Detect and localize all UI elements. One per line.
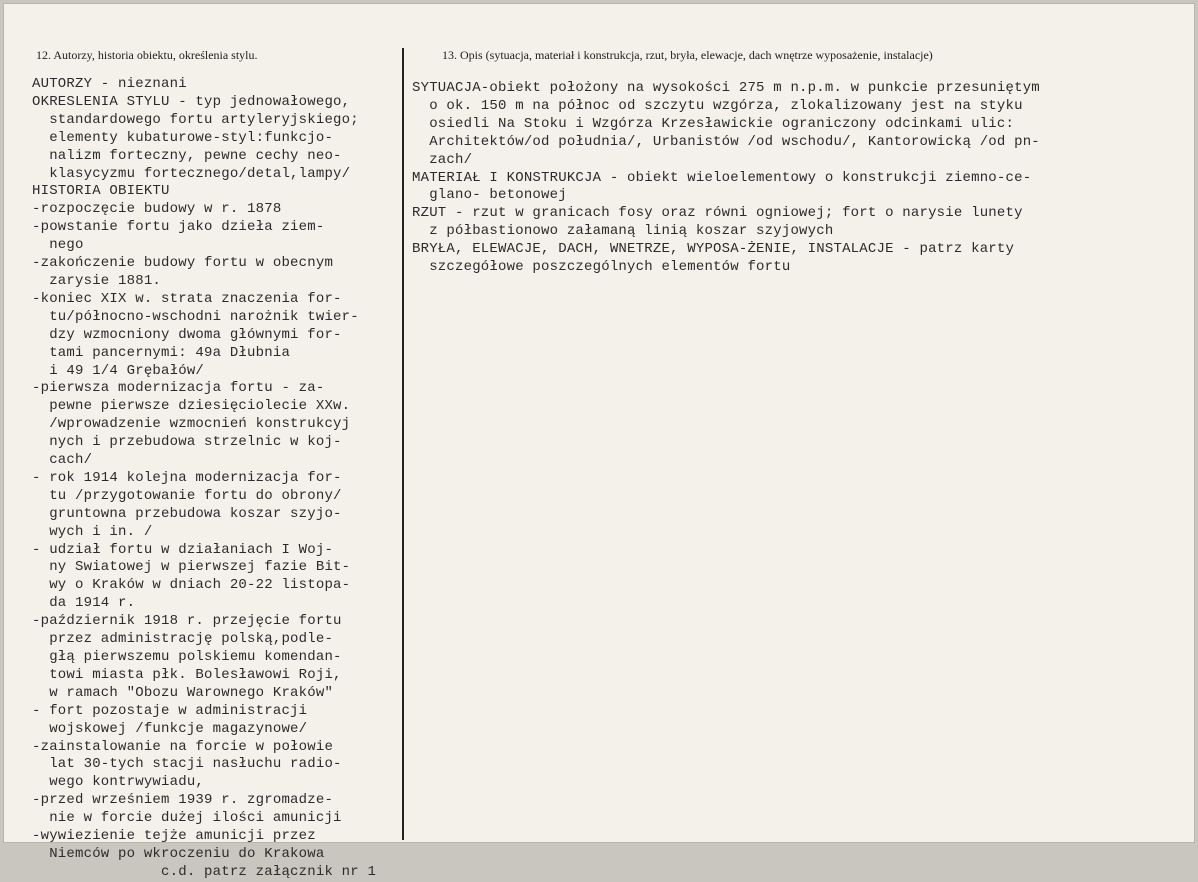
description-text: [412, 80, 1182, 277]
typed-line: Architektów/od południa/, Urbanistów /od wschodu/, Kantorowicką /od pn-: [412, 133, 1040, 150]
typed-line: nego: [32, 237, 84, 254]
typed-line: -wywiezienie tejże amunicji przez: [32, 828, 316, 845]
authors-history-text: [32, 76, 402, 882]
typed-line: i 49 1/4 Grębałów/: [32, 362, 205, 379]
typed-line: gruntowna przebudowa koszar szyjo-: [32, 505, 342, 522]
typed-line: MATERIAŁ I KONSTRUKCJA - obiekt wieloelementowy o konstrukcji ziemno-ce-: [412, 169, 1032, 186]
typed-line: elementy kubaturowe-styl:funkcjo-: [32, 129, 334, 146]
typed-line: nalizm forteczny, pewne cechy neo-: [32, 147, 342, 164]
typed-line: Niemców po wkroczeniu do Krakowa: [32, 845, 325, 862]
typed-line: wojskowej /funkcje magazynowe/: [32, 720, 308, 737]
typed-line: - rok 1914 kolejna modernizacja for-: [32, 469, 342, 486]
typed-line: w ramach "Obozu Warownego Kraków": [32, 684, 334, 701]
typed-line: towi miasta płk. Bolesławowi Roji,: [32, 666, 342, 683]
typed-line: SYTUACJA-obiekt położony na wysokości 275 m n.p.m. w punkcie przesuniętym: [412, 80, 1040, 96]
typed-line: klasycyzmu fortecznego/detal,lampy/: [32, 165, 351, 182]
typed-line: /wprowadzenie wzmocnień konstrukcyj: [32, 416, 351, 433]
typed-line: ny Swiatowej w pierwszej fazie Bit-: [32, 559, 351, 576]
typed-line: lat 30-tych stacji nasłuchu radio-: [32, 756, 342, 773]
typed-line: dzy wzmocniony dwoma głównymi for-: [32, 326, 342, 343]
typed-line: pewne pierwsze dziesięciolecie XXw.: [32, 398, 351, 415]
typed-line: cach/: [32, 452, 93, 469]
typed-line: nie w forcie dużej ilości amunicji: [32, 810, 342, 827]
typed-line: RZUT - rzut w granicach fosy oraz równi ogniowej; fort o narysie lunety: [412, 205, 1023, 222]
typed-line: HISTORIA OBIEKTU: [32, 183, 170, 200]
typed-line: -zainstalowanie na forcie w połowie: [32, 738, 334, 755]
typed-line: osiedli Na Stoku i Wzgórza Krzesławickie ograniczony odcinkami ulic:: [412, 115, 1015, 132]
typed-line: tu/północno-wschodni narożnik twier-: [32, 308, 359, 325]
typed-line: wy o Kraków w dniach 20-22 listopa-: [32, 577, 351, 594]
section-13-header: 13. Opis (sytuacja, materiał i konstrukcja, rzut, bryła, elewacje, dach wnętrze wyposażenie, instalacje): [442, 48, 933, 62]
typed-line: z półbastionowo załamaną linią koszar szyjowych: [412, 223, 834, 240]
typed-line: o ok. 150 m na północ od szczytu wzgórza, zlokalizowany jest na styku: [412, 97, 1023, 114]
column-divider: [402, 48, 404, 840]
typed-line: c.d. patrz załącznik nr 1: [32, 863, 377, 880]
typed-line: -rozpoczęcie budowy w r. 1878: [32, 201, 282, 218]
typed-line: głą pierwszemu polskiemu komendan-: [32, 649, 342, 665]
section-12-header: 12. Autorzy, historia obiektu, określenia stylu.: [36, 48, 258, 62]
typed-line: zarysie 1881.: [32, 272, 162, 289]
typed-line: AUTORZY - nieznani: [32, 76, 187, 92]
typed-line: nych i przebudowa strzelnic w koj-: [32, 434, 342, 451]
typed-line: wych i in. /: [32, 523, 153, 540]
typed-line: glano- betonowej: [412, 187, 567, 204]
typed-line: -zakończenie budowy fortu w obecnym: [32, 255, 334, 272]
typed-line: OKRESLENIA STYLU - typ jednowałowego,: [32, 93, 351, 110]
typed-line: -październik 1918 r. przejęcie fortu: [32, 613, 342, 630]
typed-line: zach/: [412, 151, 473, 168]
typed-line: szczegółowe poszczególnych elementów fortu: [412, 259, 791, 276]
typed-line: -pierwsza modernizacja fortu - za-: [32, 380, 325, 397]
typed-line: tami pancernymi: 49a Dłubnia: [32, 344, 291, 361]
typed-line: przez administrację polską,podle-: [32, 631, 334, 648]
typed-line: -koniec XIX w. strata znaczenia for-: [32, 290, 342, 307]
typed-line: wego kontrwywiadu,: [32, 774, 205, 791]
typed-line: standardowego fortu artyleryjskiego;: [32, 111, 359, 128]
typed-line: -powstanie fortu jako dzieła ziem-: [32, 219, 325, 236]
typed-line: - fort pozostaje w administracji: [32, 702, 308, 719]
typed-line: tu /przygotowanie fortu do obrony/: [32, 487, 342, 504]
typed-line: -przed wrześniem 1939 r. zgromadze-: [32, 792, 334, 809]
typed-line: - udział fortu w działaniach I Woj-: [32, 541, 334, 558]
typed-line: da 1914 r.: [32, 595, 136, 612]
record-card: [3, 3, 1195, 880]
typed-line: BRYŁA, ELEWACJE, DACH, WNETRZE, WYPOSA-ŻENIE, INSTALACJE - patrz karty: [412, 241, 1015, 258]
